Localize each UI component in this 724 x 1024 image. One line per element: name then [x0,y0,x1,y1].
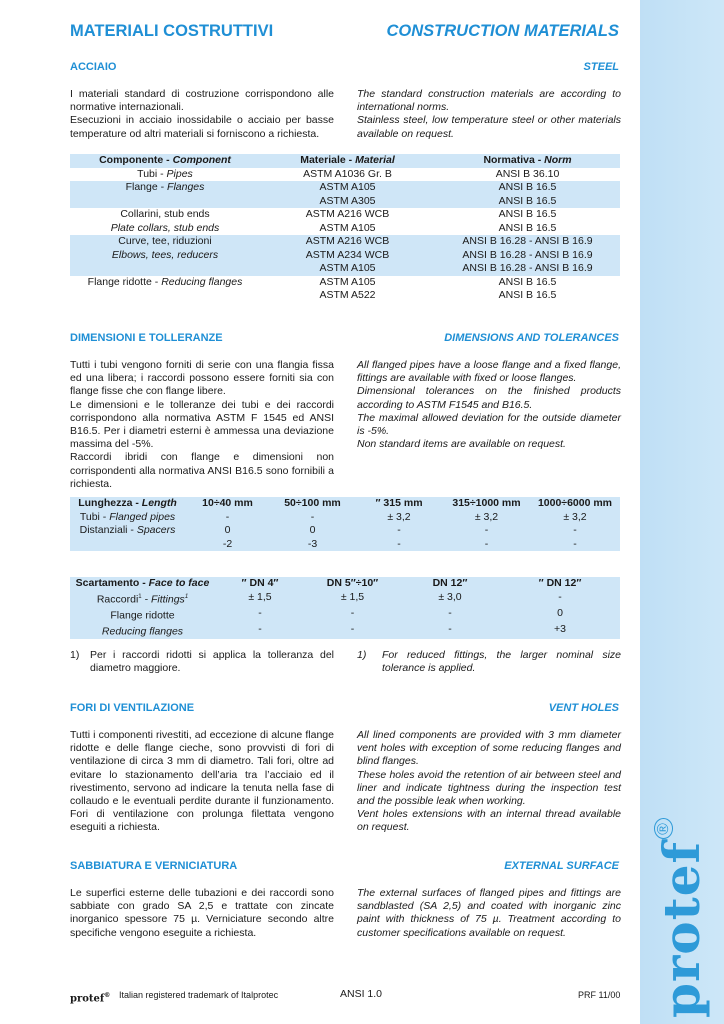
material-cell: ASTM A105 [319,221,376,234]
component-cell: Plate collars, stub ends [110,221,220,234]
row-label: Reducing flanges [101,625,184,637]
face-to-face-table [70,577,620,639]
footer-brand: protef® [70,992,111,1005]
col-dn: DN 5″÷10″ [326,577,379,589]
norm-cell: ANSI B 36.10 [495,167,560,180]
norm-cell: ANSI B 16.28 - ANSI B 16.9 [462,262,593,274]
heading-dims-en: DIMENSIONS AND TOLERANCES [444,332,619,344]
tolerance-cell: ± 3,2 [387,510,411,523]
table-row [70,235,620,249]
title-en: CONSTRUCTION MATERIALS [386,22,619,40]
component-cell: Flange - Flanges [125,181,205,193]
table-row [70,276,620,290]
component-cell [70,195,260,209]
heading-vent-en: VENT HOLES [548,702,619,714]
material-cell: ASTM A522 [319,289,376,301]
col-range: 50÷100 mm [284,497,341,509]
footer-code: ANSI 1.0 [340,988,383,1000]
tolerance-cell: - [484,537,489,550]
material-cell: ASTM A234 WCB [305,248,390,261]
note-text: For reduced fittings, the larger nominal size tolerance is applied. [382,649,621,675]
heading-vent-it: FORI DI VENTILAZIONE [70,702,195,714]
component-cell [70,289,260,303]
col-material: Materiale - Material [300,154,395,166]
norm-cell: ANSI B 16.5 [498,181,557,193]
title-it: MATERIALI COSTRUTTIVI [70,22,274,40]
norm-cell: ANSI B 16.28 - ANSI B 16.9 [462,235,593,247]
tolerance-cell: ± 1,5 [340,590,365,603]
tolerance-cell: ± 3,2 [563,510,587,523]
norm-cell: ANSI B 16.5 [498,275,557,288]
material-cell: ASTM A105 [319,275,376,288]
col-component: Componente - Component [99,154,231,166]
norm-cell: ANSI B 16.28 - ANSI B 16.9 [462,248,593,261]
tolerance-cell: ± 1,5 [248,590,272,603]
table-row [70,607,620,623]
note-it [70,649,334,675]
tolerance-cell: 0 [309,524,316,536]
material-cell: ASTM A105 [319,262,376,274]
vent-text-it: Tutti i componenti rivestiti, ad eccezione di alcune flange ridotte e delle flange cieche, sono provvisti di fori di ventilazione di circa 3 mm di diametro. Tali fori, oltre ad evitare lo stazionamento dell’aria tra l’acciaio ed il rivestimento, servono ad indicare la tenuta nella fase di collaudo e le eventuali perdite durante il funzionamento. Fori di ventilazione con prolunga filettata vengono eseguiti a richiesta. [70,729,334,834]
protef-logo: protef® [652,878,712,1018]
component-cell: Elbows, tees, reducers [111,248,219,261]
table-row [70,524,620,538]
tolerance-cell: - [258,606,262,619]
tolerance-cell: 0 [224,524,231,536]
materials-header [70,154,620,168]
col-range: 315÷1000 mm [452,497,521,509]
heading-dims-it: DIMENSIONI E TOLLERANZE [70,332,223,344]
component-cell: Flange ridotte - Reducing flanges [87,275,243,288]
col-dn: ″ DN 4″ [241,577,279,589]
col-dn: DN 12″ [432,577,468,589]
tolerance-cell: - [573,524,577,536]
tolerance-cell: - [225,510,230,523]
surface-text-it: Le superfici esterne delle tubazioni e dei raccordi sono sabbiate con grado SA 2,5 e trattate con zincate inorganico spessore 75 µ. Verniciature secondo altre specifiche vengono eseguite a richiesta. [70,887,334,939]
table-row [70,262,620,276]
col-range: 10÷40 mm [202,497,253,509]
footer-trademark: Italian registered trademark of Italprotec [119,990,279,1000]
col-dn: ″ DN 12″ [538,577,582,589]
tolerance-cell: - [310,510,315,523]
row-label: Tubi - Flanged pipes [79,510,176,523]
tolerance-cell: - [397,524,401,536]
surface-text-en: The external surfaces of flanged pipes and fittings are sandblasted (SA 2,5) and coated with inorganic zinc paint with thickness of 75 µ. Treatment according to customer specifications available on request. [357,887,621,939]
table-row [70,222,620,236]
col-length: Lunghezza - Length [78,497,177,509]
component-cell: Curve, tee, riduzioni [118,235,212,247]
materials-table [70,154,620,303]
component-cell: Collarini, stub ends [120,208,210,220]
tolerance-cell: 0 [557,606,563,619]
vent-text-en: All lined components are provided with 3 mm diameter vent holes with exception of some reducing flanges and blind flanges. These holes avoid the retention of air between steel and liner and indicate tightness during the inspection test and the possible leak when working. Vent holes extensions with an internal thread available on request. [357,729,621,834]
table-row [70,195,620,209]
row-label: Flange ridotte [110,609,175,621]
tolerance-cell: - [448,622,452,635]
row-label: Raccordi$^1$ - Fittings$^1$ [96,593,189,605]
tolerance-cell: ± 3,0 [438,590,462,603]
tolerance-cell: - [258,622,262,635]
component-cell: Tubi - Pipes [137,167,193,180]
heading-surface-en: EXTERNAL SURFACE [504,860,619,872]
table-row [70,511,620,525]
table-row [70,623,620,639]
material-cell: ASTM A1036 Gr. B [303,167,392,180]
tolerance-cell: -2 [222,537,233,550]
tolerance-cell: - [484,524,489,536]
table-row [70,168,620,182]
note-number: 1) [70,649,80,661]
footer-ref: PRF 11/00 [578,990,621,1000]
norm-cell: ANSI B 16.5 [498,208,557,220]
dims-text-it: Tutti i tubi vengono forniti di serie con una flangia fissa ed una libera; i raccordi possono essere forniti sia con flange fisse che con flange libere. Le dimensioni e le tolleranze dei tubi e dei raccordi corrispondono alla normativa ASTM F 1545 ed ANSI B16.5. Per i diametri esterni è ammessa una deviazione massima del -5%. Raccordi ibridi con flange e dimensioni non corrispondenti alla normativa ANSI B16.5 sono fornibili a richiesta. [70,359,334,490]
component-cell [70,262,260,276]
length-table [70,497,620,551]
col-range: ″ 315 mm [375,497,423,509]
tolerance-cell: - [350,606,355,619]
row-label: Distanziali - Spacers [79,524,176,536]
norm-cell: ANSI B 16.5 [498,194,557,207]
col-face-to-face: Scartamento - Face to face [75,577,210,589]
table-row [70,538,620,552]
heading-surface-it: SABBIATURA E VERNICIATURA [70,860,238,872]
steel-text-it: I materiali standard di costruzione corrispondono alle normative internazionali. Esecuzioni in acciaio inossidabile o acciaio per basse temperature od altri materiali si forniscono a richiesta. [70,88,334,140]
note-en [357,649,621,675]
table-row [70,289,620,303]
table-row [70,208,620,222]
material-cell: ASTM A216 WCB [305,208,390,220]
table-row [70,181,620,195]
heading-steel-en: STEEL [583,61,619,73]
col-norm: Normativa - Norm [483,154,572,166]
heading-steel-it: ACCIAIO [70,61,117,73]
note-number: 1) [357,649,367,661]
note-text: Per i raccordi ridotti si applica la tolleranza del diametro maggiore. [90,649,334,675]
norm-cell: ANSI B 16.5 [498,289,557,301]
dims-text-en: All flanged pipes have a loose flange and a fixed flange, fittings are available with fixed or loose flanges. Dimensional tolerances on the finished products according to ASTM F1545 and B16.5. The maximal allowed deviation for the outside diameter is -5%. Non standard items are available on request. [357,359,621,451]
table-row [70,591,620,607]
tolerance-cell: - [558,590,562,603]
material-cell: ASTM A305 [319,194,376,207]
tolerance-cell: -3 [307,537,318,550]
norm-cell: ANSI B 16.5 [498,221,557,234]
col-range: 1000÷6000 mm [537,497,613,509]
table-row [70,249,620,263]
tolerance-cell: - [448,606,452,619]
tolerance-cell: - [573,537,577,550]
material-cell: ASTM A216 WCB [305,235,390,247]
steel-text-en: The standard construction materials are according to international norms. Stainless steel, low temperature steel or other materials available on request. [357,88,621,140]
material-cell: ASTM A105 [319,181,376,193]
tolerance-cell: - [397,537,401,550]
tolerance-cell: ± 3,2 [474,510,499,523]
row-label [70,538,185,552]
tolerance-cell: +3 [554,622,566,635]
tolerance-cell: - [350,622,355,635]
